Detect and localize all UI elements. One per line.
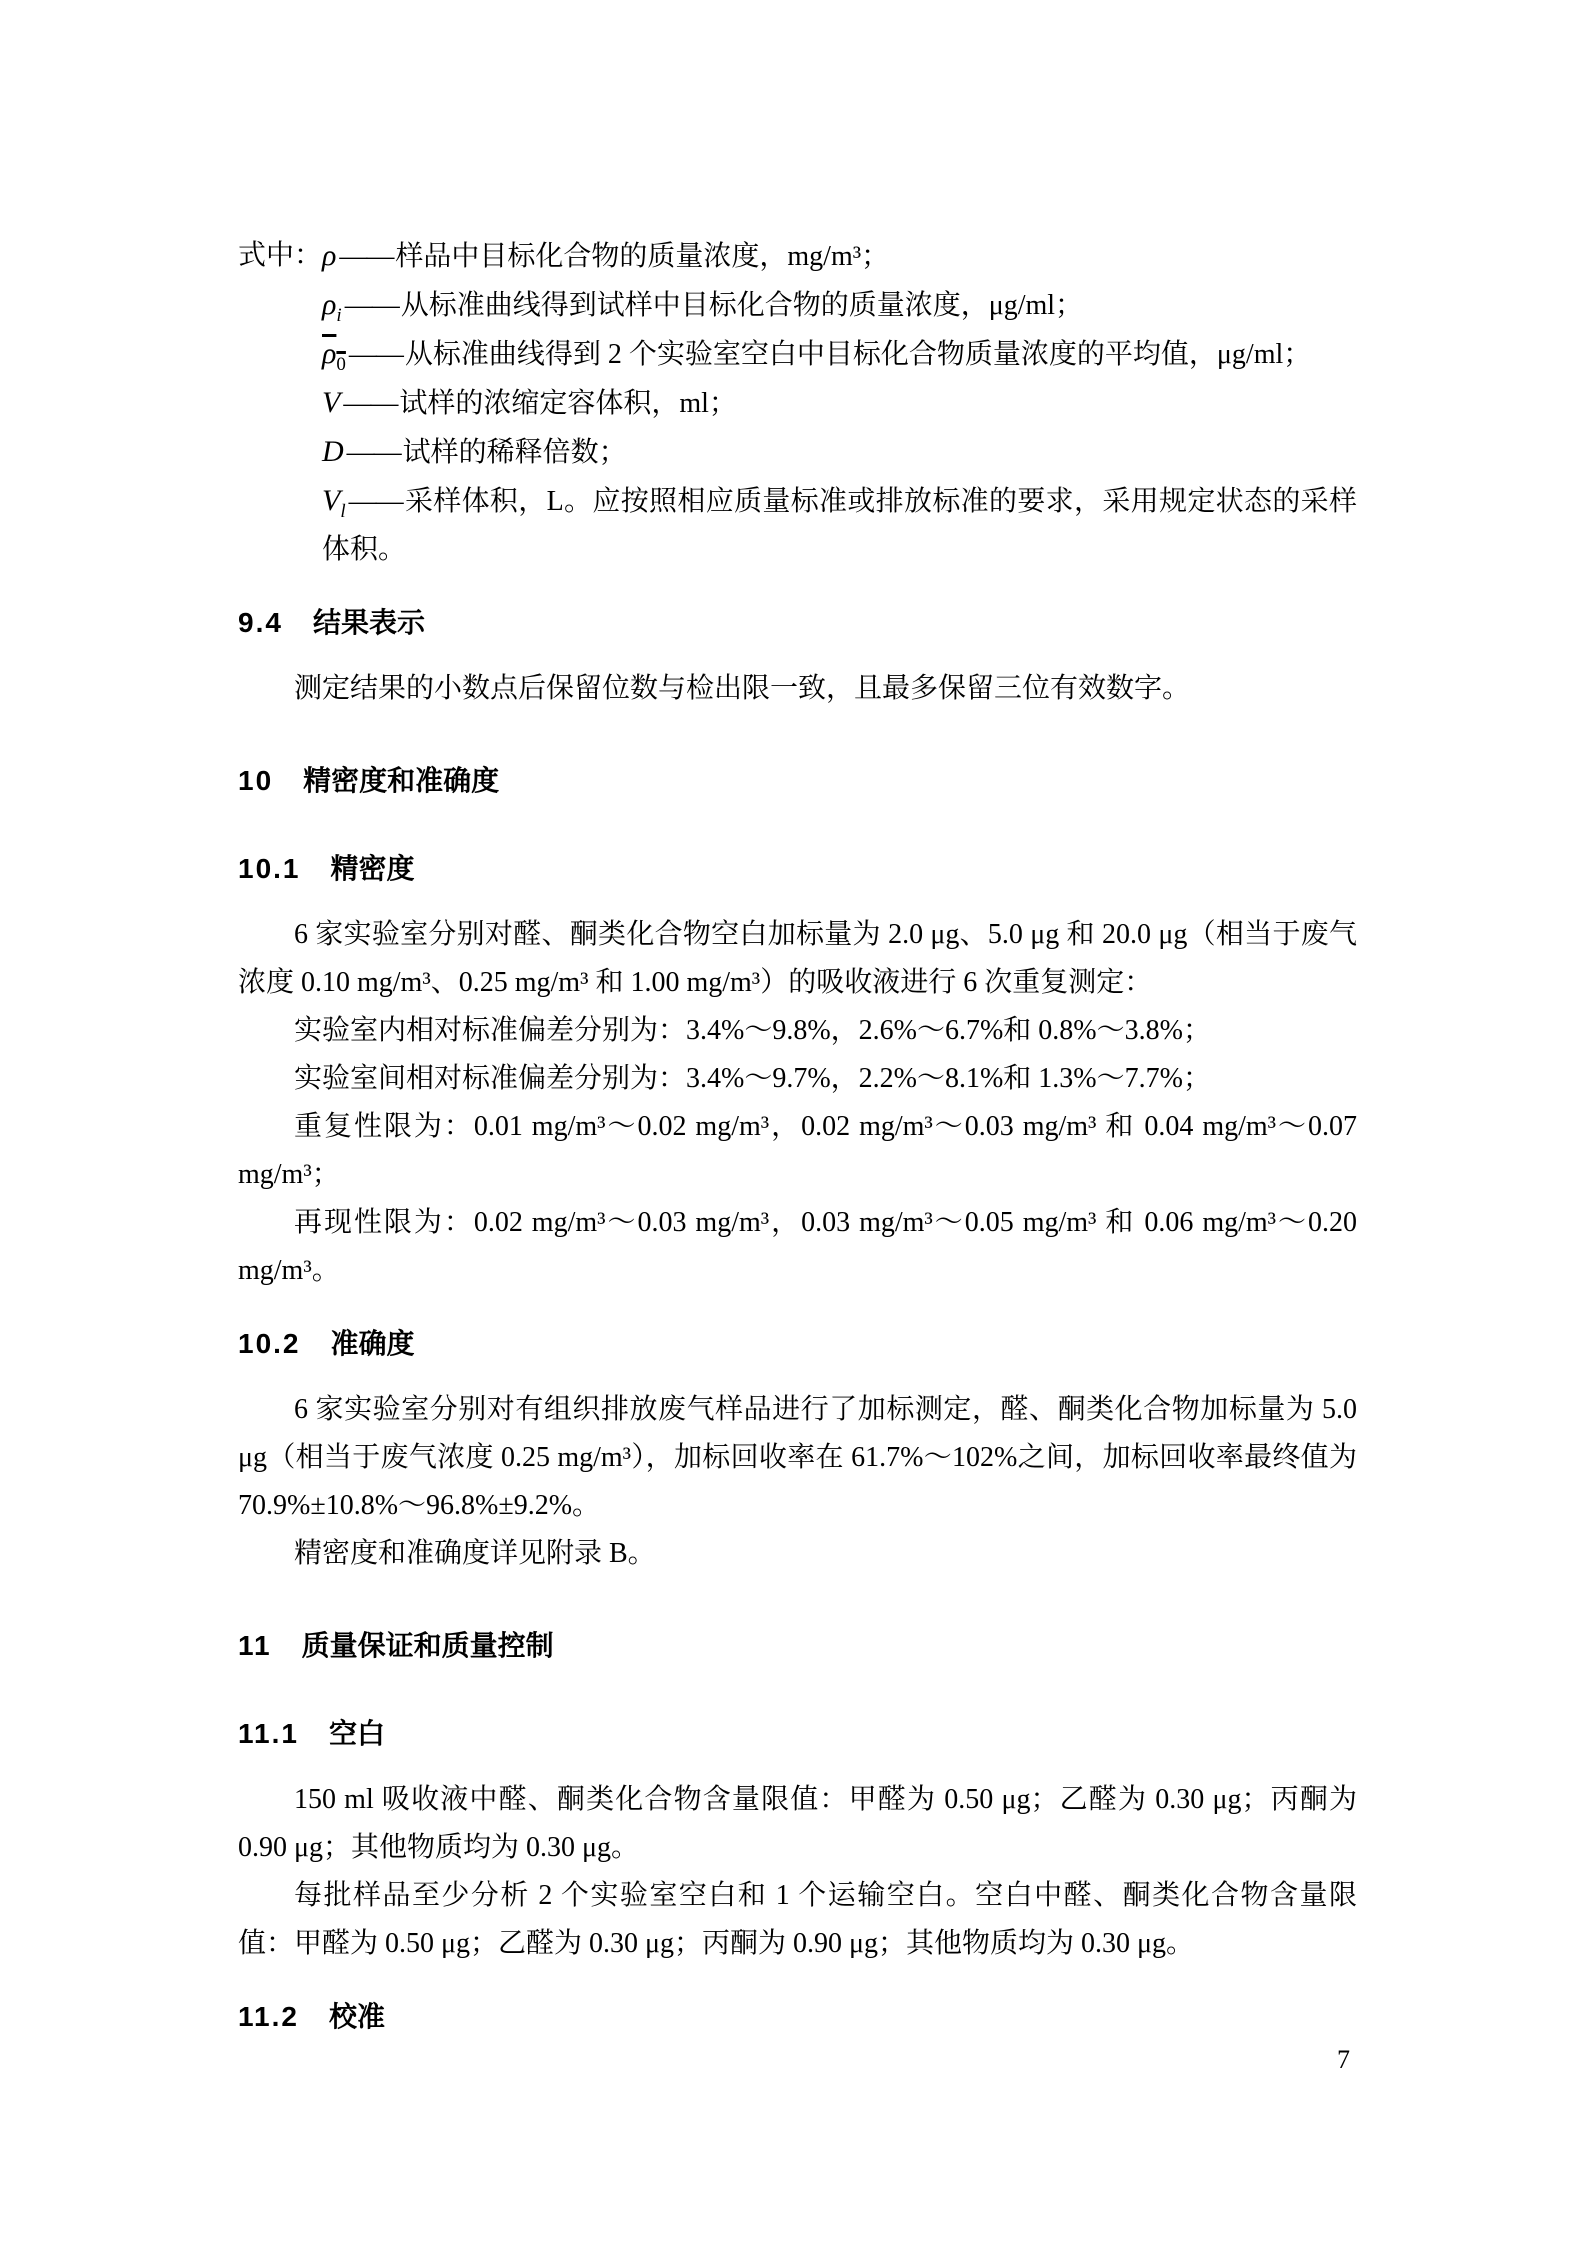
heading-number: 10.2 <box>238 1328 301 1359</box>
heading-title: 校准 <box>328 2001 385 2032</box>
formula-variable-legend <box>238 232 1357 574</box>
section-heading-10-1 <box>238 845 1357 893</box>
legend-row-rho <box>238 232 1357 281</box>
heading-number: 10.1 <box>238 853 301 884</box>
symbol-rho-i: $\rho_i$ <box>322 288 342 326</box>
paragraph-result-expression: 测定结果的小数点后保留位数与检出限一致，且最多保留三位有效数字。 <box>294 673 1191 704</box>
heading-title: 空白 <box>328 1718 385 1749</box>
paragraph-blank-limits: 150 ml 吸收液中醛、酮类化合物含量限值：甲醛为 0.50 μg；乙醛为 0.30 μg；丙酮为 0.90 μg；其他物质均为 0.30 μg。 <box>238 1784 1357 1863</box>
variable-description: 从标准曲线得到试样中目标化合物的质量浓度，μg/ml； <box>400 290 1084 321</box>
variable-description: 试样的稀释倍数； <box>402 437 627 468</box>
paragraph-see-appendix-b: 精密度和准确度详见附录 B。 <box>294 1538 656 1569</box>
legend-row-rho-0-mean <box>238 330 1357 379</box>
symbol-v: V <box>322 386 341 419</box>
legend-row-rho-i <box>238 281 1357 330</box>
legend-row-d <box>238 428 1357 477</box>
em-dash: —— <box>348 486 403 517</box>
page-content <box>238 232 1357 2059</box>
section-heading-11-2 <box>238 1993 1357 2041</box>
page-number: 7 <box>1337 2045 1350 2074</box>
chapter-heading-11 <box>238 1622 1357 1670</box>
variable-description: 样品中目标化合物的质量浓度，mg/m³； <box>395 241 890 272</box>
heading-number: 10 <box>238 765 274 796</box>
legend-row-v-l <box>238 477 1357 574</box>
section-heading-11-1 <box>238 1710 1357 1758</box>
heading-title: 精密度和准确度 <box>303 765 500 796</box>
section-heading-9-4 <box>238 599 1357 647</box>
heading-title: 质量保证和质量控制 <box>301 1630 554 1661</box>
symbol-d: D <box>322 435 344 468</box>
paragraph-intra-lab-rsd: 实验室内相对标准偏差分别为：3.4%～9.8%，2.6%～6.7%和 0.8%～3.8%； <box>294 1015 1211 1046</box>
em-dash: —— <box>348 339 403 370</box>
heading-title: 精密度 <box>330 853 415 884</box>
paragraph-inter-lab-rsd: 实验室间相对标准偏差分别为：3.4%～9.7%，2.2%～8.1%和 1.3%～7.7%； <box>294 1063 1211 1094</box>
variable-description: 采样体积，L。应按照相应质量标准或排放标准的要求，采用规定状态的采样体积。 <box>322 486 1357 565</box>
heading-number: 11 <box>238 1630 272 1661</box>
paragraph-batch-blanks: 每批样品至少分析 2 个实验室空白和 1 个运输空白。空白中醛、酮类化合物含量限值：甲醛为 0.50 μg；乙醛为 0.30 μg；丙酮为 0.90 μg；其他物质均为 0.30 μg。 <box>238 1880 1357 1959</box>
formula-legend-label: 式中： <box>238 240 323 271</box>
symbol-v-l: $V_l$ <box>322 484 346 522</box>
heading-number: 11.2 <box>238 2001 299 2032</box>
em-dash: —— <box>343 388 398 419</box>
paragraph-accuracy-recovery: 6 家实验室分别对有组织排放废气样品进行了加标测定，醛、酮类化合物加标量为 5.0 μg（相当于废气浓度 0.25 mg/m³），加标回收率在 61.7%～102%之间，加标回收率最终值为 70.9%±10.8%～96.8%±9.2%。 <box>238 1394 1357 1521</box>
variable-description: 试样的浓缩定容体积，ml； <box>399 388 737 419</box>
legend-row-v <box>238 379 1357 428</box>
em-dash: —— <box>346 437 401 468</box>
symbol-rho: ρ <box>322 239 337 272</box>
symbol-rho-0-mean: $\rho_0$ <box>322 337 346 375</box>
section-heading-10-2 <box>238 1320 1357 1368</box>
paragraph-repeatability-limit: 重复性限为：0.01 mg/m³～0.02 mg/m³，0.02 mg/m³～0.03 mg/m³ 和 0.04 mg/m³～0.07 mg/m³； <box>238 1111 1357 1190</box>
paragraph-reproducibility-limit: 再现性限为：0.02 mg/m³～0.03 mg/m³，0.03 mg/m³～0.05 mg/m³ 和 0.06 mg/m³～0.20 mg/m³。 <box>238 1207 1357 1286</box>
em-dash: —— <box>339 241 394 272</box>
heading-number: 11.1 <box>238 1718 299 1749</box>
heading-title: 结果表示 <box>312 607 425 638</box>
heading-title: 准确度 <box>330 1328 415 1359</box>
em-dash: —— <box>344 290 399 321</box>
chapter-heading-10 <box>238 757 1357 805</box>
heading-number: 9.4 <box>238 607 283 638</box>
paragraph-precision-intro: 6 家实验室分别对醛、酮类化合物空白加标量为 2.0 μg、5.0 μg 和 20.0 μg（相当于废气浓度 0.10 mg/m³、0.25 mg/m³ 和 1.00 mg/m³）的吸收液进行 6 次重复测定： <box>238 919 1357 998</box>
variable-description: 从标准曲线得到 2 个实验室空白中目标化合物质量浓度的平均值，μg/ml； <box>404 339 1312 370</box>
